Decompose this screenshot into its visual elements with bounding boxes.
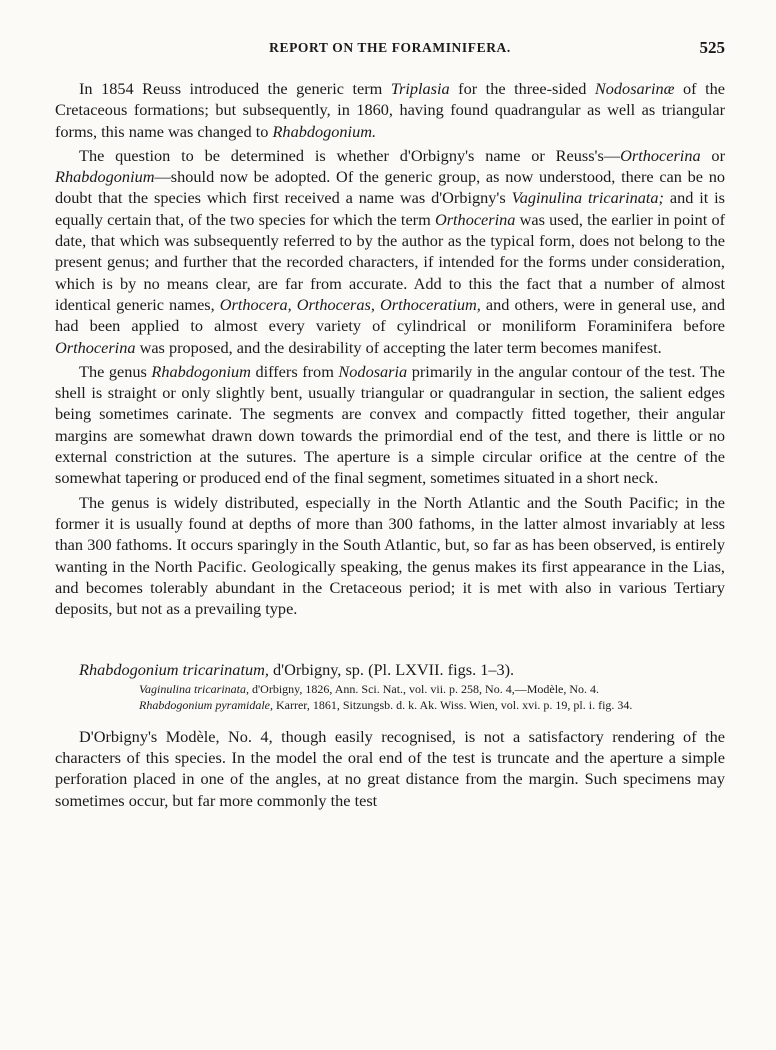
italic-text-segment: Triplasia: [390, 79, 450, 98]
intro-paragraphs: [55, 78, 725, 619]
text-segment: In 1854 Reuss introduced the generic term: [79, 79, 391, 98]
synonymy-entry: [139, 681, 725, 698]
text-segment: The genus: [79, 361, 152, 381]
synonymy-entry: [139, 697, 725, 714]
body-paragraph: [55, 78, 725, 142]
italic-text-segment: Rhabdogonium: [55, 167, 155, 187]
body-paragraph: [55, 145, 725, 358]
text-segment: —should now be adopted. Of the generic group, as now understood, there can be no doubt that the species which first received a name was d'Orbigny's: [55, 167, 725, 208]
italic-text-segment: Nodosaria: [338, 361, 408, 381]
text-segment: primarily in the angular contour of the test. The shell is straight or only slightly bent, usually triangular or quadrangular in section, the salient edges being sometimes carinate. The segments are convex and compactly fitted together, their angular margins are somewhat drawn down towards the primordial end of the test, and there is little or no external constriction at the sutures. The aperture is a simple circular orifice at the centre of the somewhat tapering or produced end of the final segment, sometimes situated in a short neck.: [55, 361, 726, 488]
text-segment: Karrer, 1861, Sitzungsb. d. k. Ak. Wiss. Wien, vol. xvi. p. 19, pl. i. fig. 34.: [273, 698, 633, 713]
italic-text-segment: Vaginulina tricarinata;: [511, 188, 664, 208]
synonymy-list: [139, 681, 725, 714]
text-segment: d'Orbigny, 1826, Ann. Sci. Nat., vol. vii. p. 258, No. 4,—Modèle, No. 4.: [249, 681, 600, 696]
text-segment: differs from: [250, 361, 339, 381]
italic-text-segment: Orthocerina: [55, 337, 136, 357]
text-segment: d'Orbigny, sp. (Pl. LXVII. figs. 1–3).: [268, 660, 515, 680]
body-text: [55, 78, 725, 811]
final-paragraph: [55, 726, 725, 811]
italic-text-segment: Rhabdogonium.: [272, 121, 377, 141]
text-segment: D'Orbigny's Modèle, No. 4, though easily recognised, is not a satisfactory rendering of the characters of this species. In the model the oral end of the test is truncate and the aperture a simple perforation placed in one of the angles, at no great distance from the margin. Such specimens may sometimes occur, but far more commonly the test: [55, 726, 725, 810]
species-heading: [55, 659, 725, 680]
text-segment: The question to be determined is whether d'Orbigny's name or Reuss's—: [79, 145, 621, 165]
running-head: [55, 40, 725, 56]
text-segment: for the three-sided: [449, 79, 595, 98]
italic-text-segment: Orthocerina: [620, 145, 701, 165]
italic-text-segment: Rhabdogonium tricarinatum,: [79, 660, 269, 680]
text-segment: was used, the earlier in point of date, that which was subsequently referred to by the author as the typical form, does not belong to the present genus; and further that the recorded characters, if intended for the forms under consideration, which is by no means clear, are far from accurate. Add to this the fact that a number of almost identical generic names,: [55, 209, 725, 314]
text-segment: and it is equally certain that, of the two species for which the term: [55, 188, 725, 229]
body-paragraph: [55, 492, 725, 620]
running-head-title: REPORT ON THE FORAMINIFERA.: [269, 40, 511, 55]
italic-text-segment: Orthocera, Orthoceras, Orthoceratium,: [219, 294, 481, 314]
italic-text-segment: Rhabdogonium: [151, 361, 251, 381]
italic-text-segment: Rhabdogonium pyramidale,: [139, 698, 273, 713]
page-number: 525: [699, 38, 725, 57]
italic-text-segment: Nodosarinæ: [594, 79, 675, 98]
text-segment: of the Cretaceous formations; but subsequently, in 1860, having found quadrangular as well as triangular forms, this name was changed to: [55, 79, 725, 141]
text-segment: The genus is widely distributed, especially in the North Atlantic and the South Pacific; in the former it is usually found at depths of more than 300 fathoms, in the latter almost invariably at less than 300 fathoms. It occurs sparingly in the South Atlantic, but, so far as has been observed, is entirely wanting in the North Pacific. Geologically speaking, the genus makes its first appearance in the Lias, and becomes tolerably abundant in the Cretaceous period; it is met with also in various Tertiary deposits, but not as a prevailing type.: [55, 492, 725, 619]
text-segment: and others, were in general use, and had been applied to almost every variety of cylindrical or moniliform Foraminifera before: [55, 294, 726, 336]
text-segment: or: [700, 145, 725, 165]
italic-text-segment: Orthocerina: [434, 209, 516, 229]
body-paragraph: [55, 361, 725, 489]
italic-text-segment: Vaginulina tricarinata,: [139, 681, 250, 696]
text-segment: was proposed, and the desirability of accepting the later term becomes manifest.: [135, 337, 662, 357]
section-gap: [55, 619, 725, 659]
